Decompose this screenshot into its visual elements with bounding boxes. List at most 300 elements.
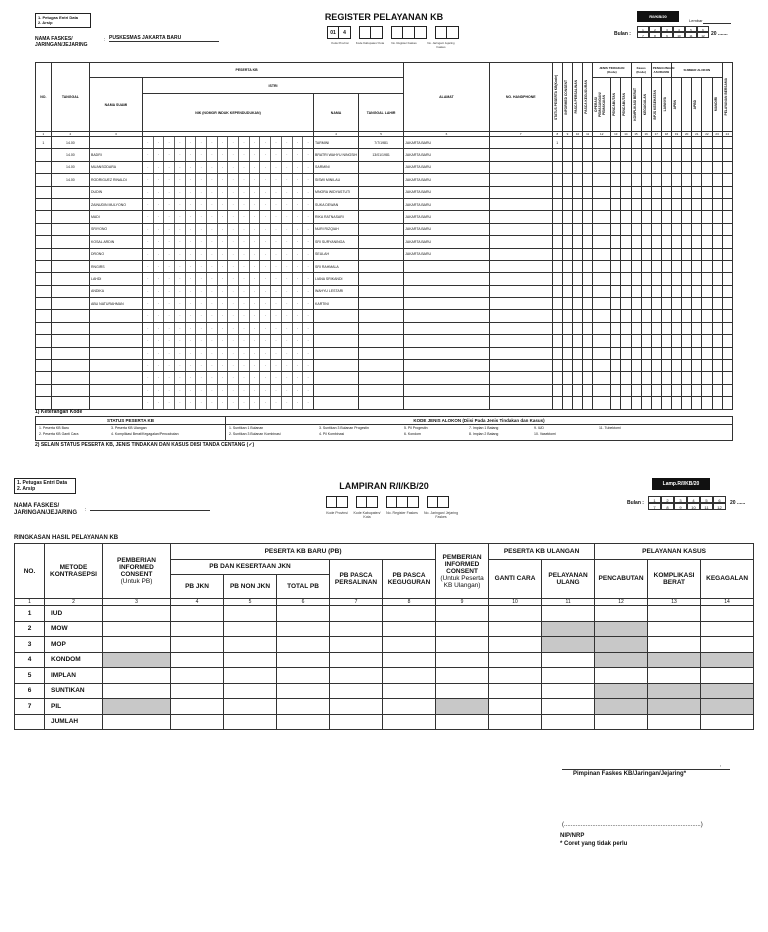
row-check-cell[interactable] bbox=[611, 248, 621, 260]
lamp-value-cell[interactable] bbox=[383, 621, 436, 637]
lamp-value-cell[interactable] bbox=[103, 652, 171, 668]
row-check-cell[interactable] bbox=[682, 149, 692, 161]
month-cell[interactable]: 1 bbox=[648, 496, 661, 503]
lamp-value-cell[interactable] bbox=[648, 699, 701, 715]
row-check-cell[interactable] bbox=[572, 236, 582, 248]
row-check-cell[interactable] bbox=[682, 360, 692, 372]
row-nama[interactable]: RIKA RATNASARI bbox=[314, 211, 359, 223]
row-check-cell[interactable] bbox=[722, 223, 732, 235]
row-check-cell[interactable] bbox=[572, 161, 582, 173]
row-check-cell[interactable] bbox=[672, 285, 682, 297]
row-check-cell[interactable] bbox=[722, 137, 732, 149]
row-tgl-lahir[interactable]: 7/7/1981 bbox=[359, 137, 404, 149]
row-tgl-lahir[interactable] bbox=[359, 273, 404, 285]
row-check-cell[interactable] bbox=[682, 260, 692, 272]
row-nama-suami[interactable]: DRONO bbox=[90, 248, 143, 260]
lamp-value-cell[interactable] bbox=[489, 699, 542, 715]
row-tgl-lahir[interactable] bbox=[359, 198, 404, 210]
row-check-cell[interactable] bbox=[611, 384, 621, 396]
lamp-value-cell[interactable] bbox=[103, 683, 171, 699]
row-check-cell[interactable] bbox=[672, 310, 682, 322]
row-nama[interactable]: MNORA WIDYASTUTI bbox=[314, 186, 359, 198]
row-check-cell[interactable] bbox=[672, 360, 682, 372]
lamp-value-cell[interactable] bbox=[595, 652, 648, 668]
lamp-value-cell[interactable] bbox=[330, 637, 383, 653]
row-nama-suami[interactable] bbox=[90, 360, 143, 372]
row-check-cell[interactable] bbox=[641, 384, 651, 396]
row-check-cell[interactable] bbox=[562, 223, 572, 235]
row-check-cell[interactable] bbox=[611, 310, 621, 322]
row-nik[interactable] bbox=[142, 149, 313, 161]
lamp-value-cell[interactable] bbox=[103, 606, 171, 622]
row-nama[interactable] bbox=[314, 372, 359, 384]
row-check-cell[interactable] bbox=[631, 322, 641, 334]
row-nama[interactable]: SEULAH bbox=[314, 248, 359, 260]
row-check-cell[interactable] bbox=[631, 248, 641, 260]
row-check-cell[interactable] bbox=[583, 285, 593, 297]
row-check-cell[interactable] bbox=[722, 335, 732, 347]
row-check-cell[interactable] bbox=[562, 260, 572, 272]
row-check-cell[interactable] bbox=[661, 223, 671, 235]
month-cell[interactable]: 6 bbox=[713, 496, 726, 503]
lamp-value-cell[interactable] bbox=[542, 637, 595, 653]
row-check-cell[interactable] bbox=[641, 174, 651, 186]
row-no[interactable] bbox=[36, 149, 52, 161]
row-check-cell[interactable] bbox=[572, 273, 582, 285]
lamp-value-cell[interactable] bbox=[171, 637, 224, 653]
row-check-cell[interactable] bbox=[712, 236, 722, 248]
row-check-cell[interactable] bbox=[562, 310, 572, 322]
row-tgl-lahir[interactable] bbox=[359, 322, 404, 334]
row-no[interactable] bbox=[36, 372, 52, 384]
row-no[interactable] bbox=[36, 248, 52, 260]
row-status[interactable] bbox=[552, 174, 562, 186]
row-check-cell[interactable] bbox=[611, 397, 621, 409]
row-check-cell[interactable] bbox=[641, 260, 651, 272]
row-check-cell[interactable] bbox=[712, 161, 722, 173]
row-check-cell[interactable] bbox=[672, 198, 682, 210]
row-nik[interactable] bbox=[142, 248, 313, 260]
month-cell[interactable]: 1 bbox=[637, 26, 649, 32]
lamp-value-cell[interactable] bbox=[436, 699, 489, 715]
row-check-cell[interactable] bbox=[593, 223, 611, 235]
row-check-cell[interactable] bbox=[562, 198, 572, 210]
row-tanggal[interactable]: 14.00 bbox=[51, 137, 89, 149]
lamp-value-cell[interactable] bbox=[542, 621, 595, 637]
row-check-cell[interactable] bbox=[631, 260, 641, 272]
row-nik[interactable] bbox=[142, 137, 313, 149]
row-check-cell[interactable] bbox=[611, 161, 621, 173]
month-cell[interactable]: 10 bbox=[673, 32, 685, 38]
row-no[interactable] bbox=[36, 347, 52, 359]
row-nama-suami[interactable] bbox=[90, 137, 143, 149]
row-check-cell[interactable] bbox=[621, 260, 631, 272]
row-check-cell[interactable] bbox=[682, 248, 692, 260]
row-hp[interactable] bbox=[489, 310, 552, 322]
row-check-cell[interactable] bbox=[682, 273, 692, 285]
row-check-cell[interactable] bbox=[611, 347, 621, 359]
row-hp[interactable] bbox=[489, 347, 552, 359]
row-check-cell[interactable] bbox=[593, 149, 611, 161]
row-status[interactable] bbox=[552, 186, 562, 198]
row-check-cell[interactable] bbox=[583, 174, 593, 186]
row-check-cell[interactable] bbox=[593, 322, 611, 334]
row-alamat[interactable] bbox=[404, 347, 490, 359]
row-tanggal[interactable]: 14.00 bbox=[51, 149, 89, 161]
row-check-cell[interactable] bbox=[702, 186, 712, 198]
row-nama[interactable]: SUKA DEWAN bbox=[314, 198, 359, 210]
lamp-value-cell[interactable] bbox=[383, 714, 436, 730]
row-tanggal[interactable] bbox=[51, 248, 89, 260]
lamp-value-cell[interactable] bbox=[277, 699, 330, 715]
lamp-value-cell[interactable] bbox=[171, 621, 224, 637]
row-check-cell[interactable] bbox=[651, 161, 661, 173]
row-check-cell[interactable] bbox=[583, 149, 593, 161]
row-status[interactable]: 1 bbox=[552, 137, 562, 149]
lamp-value-cell[interactable] bbox=[648, 714, 701, 730]
row-check-cell[interactable] bbox=[583, 186, 593, 198]
row-check-cell[interactable] bbox=[641, 335, 651, 347]
row-check-cell[interactable] bbox=[583, 260, 593, 272]
row-check-cell[interactable] bbox=[722, 384, 732, 396]
row-tgl-lahir[interactable] bbox=[359, 161, 404, 173]
lamp-value-cell[interactable] bbox=[224, 683, 277, 699]
row-no[interactable] bbox=[36, 298, 52, 310]
row-check-cell[interactable] bbox=[651, 285, 661, 297]
row-check-cell[interactable] bbox=[672, 186, 682, 198]
row-no[interactable] bbox=[36, 335, 52, 347]
row-check-cell[interactable] bbox=[722, 211, 732, 223]
row-check-cell[interactable] bbox=[641, 186, 651, 198]
row-check-cell[interactable] bbox=[702, 322, 712, 334]
row-check-cell[interactable] bbox=[672, 248, 682, 260]
row-check-cell[interactable] bbox=[593, 397, 611, 409]
row-hp[interactable] bbox=[489, 137, 552, 149]
lamp-value-cell[interactable] bbox=[171, 606, 224, 622]
row-nama-suami[interactable]: RNGIRS bbox=[90, 260, 143, 272]
row-check-cell[interactable] bbox=[641, 236, 651, 248]
row-check-cell[interactable] bbox=[702, 372, 712, 384]
row-check-cell[interactable] bbox=[641, 322, 651, 334]
row-check-cell[interactable] bbox=[621, 298, 631, 310]
row-check-cell[interactable] bbox=[621, 223, 631, 235]
row-hp[interactable] bbox=[489, 174, 552, 186]
row-check-cell[interactable] bbox=[722, 347, 732, 359]
row-check-cell[interactable] bbox=[572, 310, 582, 322]
row-check-cell[interactable] bbox=[702, 174, 712, 186]
row-nik[interactable] bbox=[142, 161, 313, 173]
lamp-value-cell[interactable] bbox=[171, 683, 224, 699]
row-check-cell[interactable] bbox=[572, 285, 582, 297]
row-status[interactable] bbox=[552, 161, 562, 173]
row-check-cell[interactable] bbox=[651, 198, 661, 210]
row-nama-suami[interactable] bbox=[90, 372, 143, 384]
row-tgl-lahir[interactable] bbox=[359, 174, 404, 186]
row-check-cell[interactable] bbox=[682, 372, 692, 384]
lamp-value-cell[interactable] bbox=[701, 683, 754, 699]
row-nama-suami[interactable] bbox=[90, 397, 143, 409]
row-check-cell[interactable] bbox=[722, 161, 732, 173]
row-tgl-lahir[interactable] bbox=[359, 211, 404, 223]
lamp-value-cell[interactable] bbox=[542, 652, 595, 668]
row-alamat[interactable]: JAKARTA BARU bbox=[404, 149, 490, 161]
row-check-cell[interactable] bbox=[651, 372, 661, 384]
row-check-cell[interactable] bbox=[682, 397, 692, 409]
row-check-cell[interactable] bbox=[661, 347, 671, 359]
row-check-cell[interactable] bbox=[692, 223, 702, 235]
row-check-cell[interactable] bbox=[692, 335, 702, 347]
row-check-cell[interactable] bbox=[661, 310, 671, 322]
row-check-cell[interactable] bbox=[712, 198, 722, 210]
row-check-cell[interactable] bbox=[621, 186, 631, 198]
row-check-cell[interactable] bbox=[583, 211, 593, 223]
row-tgl-lahir[interactable] bbox=[359, 384, 404, 396]
row-check-cell[interactable] bbox=[572, 298, 582, 310]
row-check-cell[interactable] bbox=[593, 260, 611, 272]
row-check-cell[interactable] bbox=[702, 260, 712, 272]
row-check-cell[interactable] bbox=[682, 347, 692, 359]
row-check-cell[interactable] bbox=[641, 137, 651, 149]
row-tgl-lahir[interactable]: 13/01/1981 bbox=[359, 149, 404, 161]
row-status[interactable] bbox=[552, 310, 562, 322]
lamp-value-cell[interactable] bbox=[542, 714, 595, 730]
lamp-value-cell[interactable] bbox=[383, 652, 436, 668]
row-hp[interactable] bbox=[489, 298, 552, 310]
row-check-cell[interactable] bbox=[562, 273, 572, 285]
lamp-value-cell[interactable] bbox=[595, 683, 648, 699]
row-alamat[interactable]: JAKARTA BARU bbox=[404, 137, 490, 149]
month-cell[interactable]: 12 bbox=[697, 32, 709, 38]
row-check-cell[interactable] bbox=[562, 372, 572, 384]
row-check-cell[interactable] bbox=[621, 198, 631, 210]
lamp-value-cell[interactable] bbox=[383, 699, 436, 715]
row-no[interactable] bbox=[36, 384, 52, 396]
row-nik[interactable] bbox=[142, 273, 313, 285]
row-check-cell[interactable] bbox=[651, 211, 661, 223]
lamp-value-cell[interactable] bbox=[542, 668, 595, 684]
row-nik[interactable] bbox=[142, 360, 313, 372]
row-check-cell[interactable] bbox=[672, 236, 682, 248]
row-nama[interactable] bbox=[314, 322, 359, 334]
month-cell[interactable]: 9 bbox=[661, 32, 673, 38]
row-status[interactable] bbox=[552, 211, 562, 223]
row-check-cell[interactable] bbox=[682, 211, 692, 223]
row-check-cell[interactable] bbox=[651, 335, 661, 347]
row-nik[interactable] bbox=[142, 384, 313, 396]
lamp-value-cell[interactable] bbox=[489, 621, 542, 637]
row-check-cell[interactable] bbox=[631, 186, 641, 198]
row-check-cell[interactable] bbox=[562, 384, 572, 396]
row-no[interactable] bbox=[36, 260, 52, 272]
row-check-cell[interactable] bbox=[651, 186, 661, 198]
lamp-value-cell[interactable] bbox=[103, 699, 171, 715]
month-cell[interactable]: 11 bbox=[700, 503, 713, 510]
month-cell[interactable]: 5 bbox=[700, 496, 713, 503]
row-check-cell[interactable] bbox=[722, 174, 732, 186]
row-check-cell[interactable] bbox=[702, 161, 712, 173]
row-tgl-lahir[interactable] bbox=[359, 186, 404, 198]
row-check-cell[interactable] bbox=[572, 137, 582, 149]
row-check-cell[interactable] bbox=[583, 397, 593, 409]
row-check-cell[interactable] bbox=[621, 149, 631, 161]
row-check-cell[interactable] bbox=[562, 149, 572, 161]
row-tanggal[interactable] bbox=[51, 397, 89, 409]
row-check-cell[interactable] bbox=[702, 236, 712, 248]
row-alamat[interactable] bbox=[404, 322, 490, 334]
lamp-value-cell[interactable] bbox=[542, 699, 595, 715]
row-check-cell[interactable] bbox=[583, 236, 593, 248]
row-check-cell[interactable] bbox=[641, 198, 651, 210]
row-check-cell[interactable] bbox=[692, 360, 702, 372]
row-check-cell[interactable] bbox=[682, 236, 692, 248]
row-check-cell[interactable] bbox=[692, 149, 702, 161]
row-check-cell[interactable] bbox=[593, 310, 611, 322]
row-check-cell[interactable] bbox=[631, 198, 641, 210]
row-check-cell[interactable] bbox=[593, 360, 611, 372]
row-check-cell[interactable] bbox=[692, 248, 702, 260]
row-check-cell[interactable] bbox=[722, 360, 732, 372]
lamp-value-cell[interactable] bbox=[330, 683, 383, 699]
row-check-cell[interactable] bbox=[672, 223, 682, 235]
row-check-cell[interactable] bbox=[682, 174, 692, 186]
row-check-cell[interactable] bbox=[593, 372, 611, 384]
row-check-cell[interactable] bbox=[593, 137, 611, 149]
row-check-cell[interactable] bbox=[651, 273, 661, 285]
lamp-value-cell[interactable] bbox=[701, 637, 754, 653]
row-check-cell[interactable] bbox=[562, 322, 572, 334]
row-nik[interactable] bbox=[142, 335, 313, 347]
row-check-cell[interactable] bbox=[661, 298, 671, 310]
row-check-cell[interactable] bbox=[692, 347, 702, 359]
row-check-cell[interactable] bbox=[562, 298, 572, 310]
row-check-cell[interactable] bbox=[641, 372, 651, 384]
row-check-cell[interactable] bbox=[611, 335, 621, 347]
lamp-value-cell[interactable] bbox=[224, 668, 277, 684]
lamp-value-cell[interactable] bbox=[701, 606, 754, 622]
row-tanggal[interactable]: 14.00 bbox=[51, 174, 89, 186]
row-check-cell[interactable] bbox=[712, 298, 722, 310]
row-no[interactable]: 1 bbox=[36, 137, 52, 149]
row-check-cell[interactable] bbox=[661, 360, 671, 372]
row-tanggal[interactable] bbox=[51, 285, 89, 297]
row-check-cell[interactable] bbox=[593, 174, 611, 186]
row-check-cell[interactable] bbox=[661, 248, 671, 260]
lamp-value-cell[interactable] bbox=[595, 637, 648, 653]
month-cell[interactable]: 11 bbox=[685, 32, 697, 38]
lamp-value-cell[interactable] bbox=[436, 606, 489, 622]
lamp-value-cell[interactable] bbox=[648, 637, 701, 653]
row-check-cell[interactable] bbox=[712, 248, 722, 260]
row-alamat[interactable]: JAKARTA BARU bbox=[404, 174, 490, 186]
lamp-value-cell[interactable] bbox=[701, 699, 754, 715]
row-tanggal[interactable] bbox=[51, 347, 89, 359]
row-check-cell[interactable] bbox=[692, 174, 702, 186]
row-check-cell[interactable] bbox=[562, 236, 572, 248]
row-check-cell[interactable] bbox=[661, 174, 671, 186]
row-check-cell[interactable] bbox=[712, 174, 722, 186]
row-hp[interactable] bbox=[489, 236, 552, 248]
row-check-cell[interactable] bbox=[611, 198, 621, 210]
row-check-cell[interactable] bbox=[611, 149, 621, 161]
row-hp[interactable] bbox=[489, 149, 552, 161]
row-check-cell[interactable] bbox=[631, 211, 641, 223]
row-check-cell[interactable] bbox=[611, 273, 621, 285]
row-nama-suami[interactable]: RODRIGUEZ RINALDI bbox=[90, 174, 143, 186]
lamp-value-cell[interactable] bbox=[383, 668, 436, 684]
row-no[interactable] bbox=[36, 186, 52, 198]
row-check-cell[interactable] bbox=[611, 186, 621, 198]
lamp-value-cell[interactable] bbox=[330, 606, 383, 622]
row-check-cell[interactable] bbox=[572, 260, 582, 272]
row-check-cell[interactable] bbox=[702, 384, 712, 396]
row-nama[interactable] bbox=[314, 310, 359, 322]
month-cell[interactable]: 12 bbox=[713, 503, 726, 510]
row-check-cell[interactable] bbox=[661, 322, 671, 334]
row-hp[interactable] bbox=[489, 161, 552, 173]
row-check-cell[interactable] bbox=[641, 360, 651, 372]
row-check-cell[interactable] bbox=[672, 397, 682, 409]
row-nik[interactable] bbox=[142, 372, 313, 384]
row-check-cell[interactable] bbox=[712, 149, 722, 161]
row-alamat[interactable]: JAKARTA BARU bbox=[404, 236, 490, 248]
lamp-value-cell[interactable] bbox=[701, 621, 754, 637]
row-check-cell[interactable] bbox=[661, 285, 671, 297]
row-check-cell[interactable] bbox=[702, 223, 712, 235]
row-nama-suami[interactable]: ABU NATURAHMAN bbox=[90, 298, 143, 310]
lamp-value-cell[interactable] bbox=[436, 714, 489, 730]
row-alamat[interactable]: JAKARTA BARU bbox=[404, 186, 490, 198]
row-status[interactable] bbox=[552, 223, 562, 235]
row-check-cell[interactable] bbox=[692, 236, 702, 248]
row-tgl-lahir[interactable] bbox=[359, 397, 404, 409]
row-check-cell[interactable] bbox=[651, 322, 661, 334]
row-status[interactable] bbox=[552, 285, 562, 297]
month-cell[interactable]: 4 bbox=[673, 26, 685, 32]
row-tgl-lahir[interactable] bbox=[359, 347, 404, 359]
row-nama[interactable] bbox=[314, 360, 359, 372]
lamp-value-cell[interactable] bbox=[489, 683, 542, 699]
row-check-cell[interactable] bbox=[651, 298, 661, 310]
row-hp[interactable] bbox=[489, 223, 552, 235]
row-check-cell[interactable] bbox=[593, 273, 611, 285]
row-check-cell[interactable] bbox=[712, 347, 722, 359]
row-status[interactable] bbox=[552, 360, 562, 372]
row-no[interactable] bbox=[36, 273, 52, 285]
row-check-cell[interactable] bbox=[661, 397, 671, 409]
month-cell[interactable]: 3 bbox=[674, 496, 687, 503]
row-check-cell[interactable] bbox=[562, 347, 572, 359]
row-no[interactable] bbox=[36, 360, 52, 372]
row-check-cell[interactable] bbox=[722, 273, 732, 285]
row-check-cell[interactable] bbox=[641, 347, 651, 359]
row-check-cell[interactable] bbox=[611, 372, 621, 384]
row-no[interactable] bbox=[36, 223, 52, 235]
row-check-cell[interactable] bbox=[583, 335, 593, 347]
row-status[interactable] bbox=[552, 372, 562, 384]
row-check-cell[interactable] bbox=[692, 285, 702, 297]
row-check-cell[interactable] bbox=[722, 236, 732, 248]
row-check-cell[interactable] bbox=[611, 360, 621, 372]
row-status[interactable] bbox=[552, 298, 562, 310]
row-no[interactable] bbox=[36, 161, 52, 173]
row-alamat[interactable] bbox=[404, 285, 490, 297]
month-cell[interactable]: 7 bbox=[648, 503, 661, 510]
row-tgl-lahir[interactable] bbox=[359, 223, 404, 235]
row-check-cell[interactable] bbox=[722, 298, 732, 310]
row-check-cell[interactable] bbox=[692, 298, 702, 310]
row-check-cell[interactable] bbox=[631, 273, 641, 285]
row-tanggal[interactable] bbox=[51, 322, 89, 334]
